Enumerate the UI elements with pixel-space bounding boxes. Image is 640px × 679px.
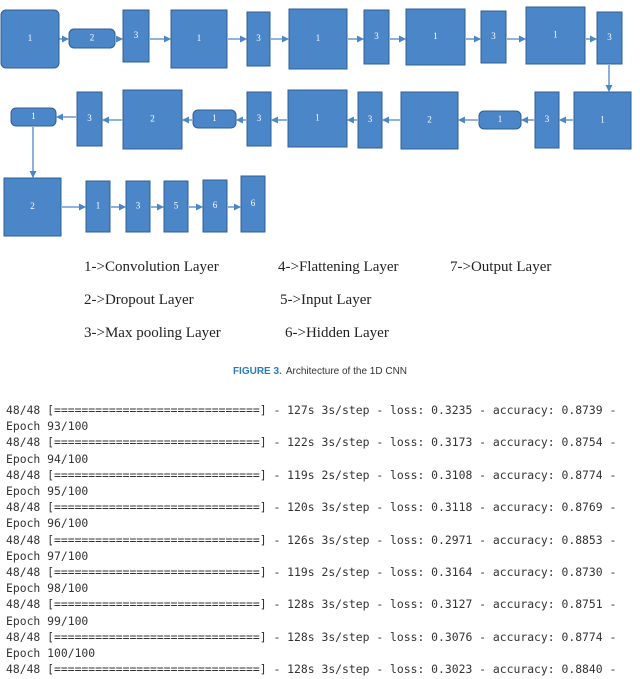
layer-number: 3 (367, 114, 373, 125)
layer-number: 1 (212, 113, 217, 124)
layer-node (241, 176, 265, 232)
layer-number: 3 (491, 31, 496, 42)
layer-node (164, 181, 188, 232)
layer-node (247, 92, 271, 146)
layer-number: 3 (256, 33, 261, 44)
layer-number: 3 (133, 30, 139, 41)
layer-node (406, 9, 465, 65)
layer-number: 1 (31, 111, 36, 122)
log-line: 48/48 [==============================] - 119s 2s/step - loss: 0.3108 - accuracy: 0.8774 - (6, 467, 617, 482)
layer-number: 6 (250, 198, 256, 209)
layer-node (86, 181, 110, 232)
layer-number: 3 (607, 32, 612, 43)
legend-output: 7->Output Layer (450, 259, 552, 275)
log-line: 48/48 [==============================] - 119s 2s/step - loss: 0.3164 - accuracy: 0.8730 - (6, 565, 617, 579)
log-line: 48/48 [==============================] - 128s 3s/step - loss: 0.3127 - accuracy: 0.8751 - (6, 597, 617, 612)
layer-node (364, 10, 389, 64)
figure-caption (0, 366, 640, 377)
log-line: 48/48 [==============================] - 128s 3s/step - loss: 0.3076 - accuracy: 0.8774 - (6, 629, 617, 644)
layer-node (481, 11, 506, 63)
layer-number: 5 (173, 200, 179, 211)
log-line: 48/48 [==============================] - 122s 3s/step - loss: 0.3173 - accuracy: 0.8754 - (6, 435, 617, 450)
layer-number: 1 (27, 33, 33, 44)
layer-node (203, 180, 227, 232)
layer-number: 3 (374, 31, 379, 42)
layer-node (401, 92, 458, 149)
layer-node (69, 29, 115, 48)
layer-node (11, 108, 56, 126)
log-line: Epoch 96/100 (6, 516, 89, 531)
layer-node (4, 178, 61, 236)
legend-hidden: 6->Hidden Layer (285, 325, 389, 341)
cnn-architecture-diagram (0, 0, 640, 250)
layer-number: 3 (256, 113, 262, 124)
figure-caption-label: FIGURE 3. (232, 366, 282, 377)
layer-node (535, 92, 559, 148)
layer-number: 3 (135, 200, 141, 211)
layer-node (123, 90, 182, 149)
legend-flattening: 4->Flattening Layer (278, 259, 399, 275)
layer-number: 1 (315, 33, 321, 44)
log-line: Epoch 100/100 (6, 646, 96, 660)
layer-number: 1 (600, 114, 605, 125)
layer-node (288, 90, 347, 147)
layer-node (1, 10, 59, 68)
diagram-nodes (1, 7, 631, 236)
layer-number: 1 (95, 200, 101, 211)
layer-node (171, 10, 227, 68)
training-log (0, 401, 640, 679)
layer-node (574, 92, 631, 149)
log-line: Epoch 94/100 (6, 451, 89, 466)
layer-node (479, 111, 521, 129)
log-line: 48/48 [==============================] - 120s 3s/step - loss: 0.3118 - accuracy: 0.8769 - (6, 500, 617, 515)
layer-node (289, 9, 347, 69)
layer-number: 2 (427, 114, 432, 125)
layer-node (247, 12, 270, 66)
layer-node (597, 12, 622, 64)
log-line: Epoch 95/100 (6, 484, 89, 498)
legend-input: 5->Input Layer (280, 292, 372, 308)
log-line: Epoch 97/100 (6, 548, 89, 563)
legend-dropout: 2->Dropout Layer (84, 292, 194, 308)
log-line: 48/48 [==============================] - 128s 3s/step - loss: 0.3023 - accuracy: 0.8840 - (6, 662, 617, 677)
log-line: 48/48 [==============================] - 126s 3s/step - loss: 0.2971 - accuracy: 0.8853 - (6, 532, 617, 547)
figure-caption-text: Architecture of the 1D CNN (285, 366, 408, 377)
log-line: Epoch 93/100 (6, 419, 89, 434)
layer-node (126, 181, 150, 232)
legend-max-pooling: 3->Max pooling Layer (84, 325, 221, 341)
layer-node (526, 7, 585, 64)
layer-number: 1 (497, 114, 503, 125)
layer-number: 1 (553, 29, 558, 40)
layer-number: 2 (30, 201, 35, 212)
layer-node (77, 92, 102, 146)
layer-number: 6 (212, 200, 218, 211)
layer-number: 1 (315, 112, 320, 123)
layer-number: 3 (544, 114, 550, 125)
log-line: 48/48 [==============================] - 127s 3s/step - loss: 0.3235 - accuracy: 0.8739 - (6, 403, 617, 417)
layer-number: 1 (196, 33, 202, 44)
layer-node (358, 92, 382, 148)
log-line: Epoch 98/100 (6, 581, 89, 596)
layer-number: 1 (433, 31, 438, 42)
log-line: Epoch 99/100 (6, 613, 89, 628)
layer-node (123, 10, 149, 62)
layer-number: 2 (150, 113, 155, 124)
layer-number: 2 (89, 32, 95, 43)
legend-convolution: 1->Convolution Layer (84, 259, 219, 275)
layer-number: 3 (87, 113, 92, 124)
layer-node (193, 110, 236, 128)
